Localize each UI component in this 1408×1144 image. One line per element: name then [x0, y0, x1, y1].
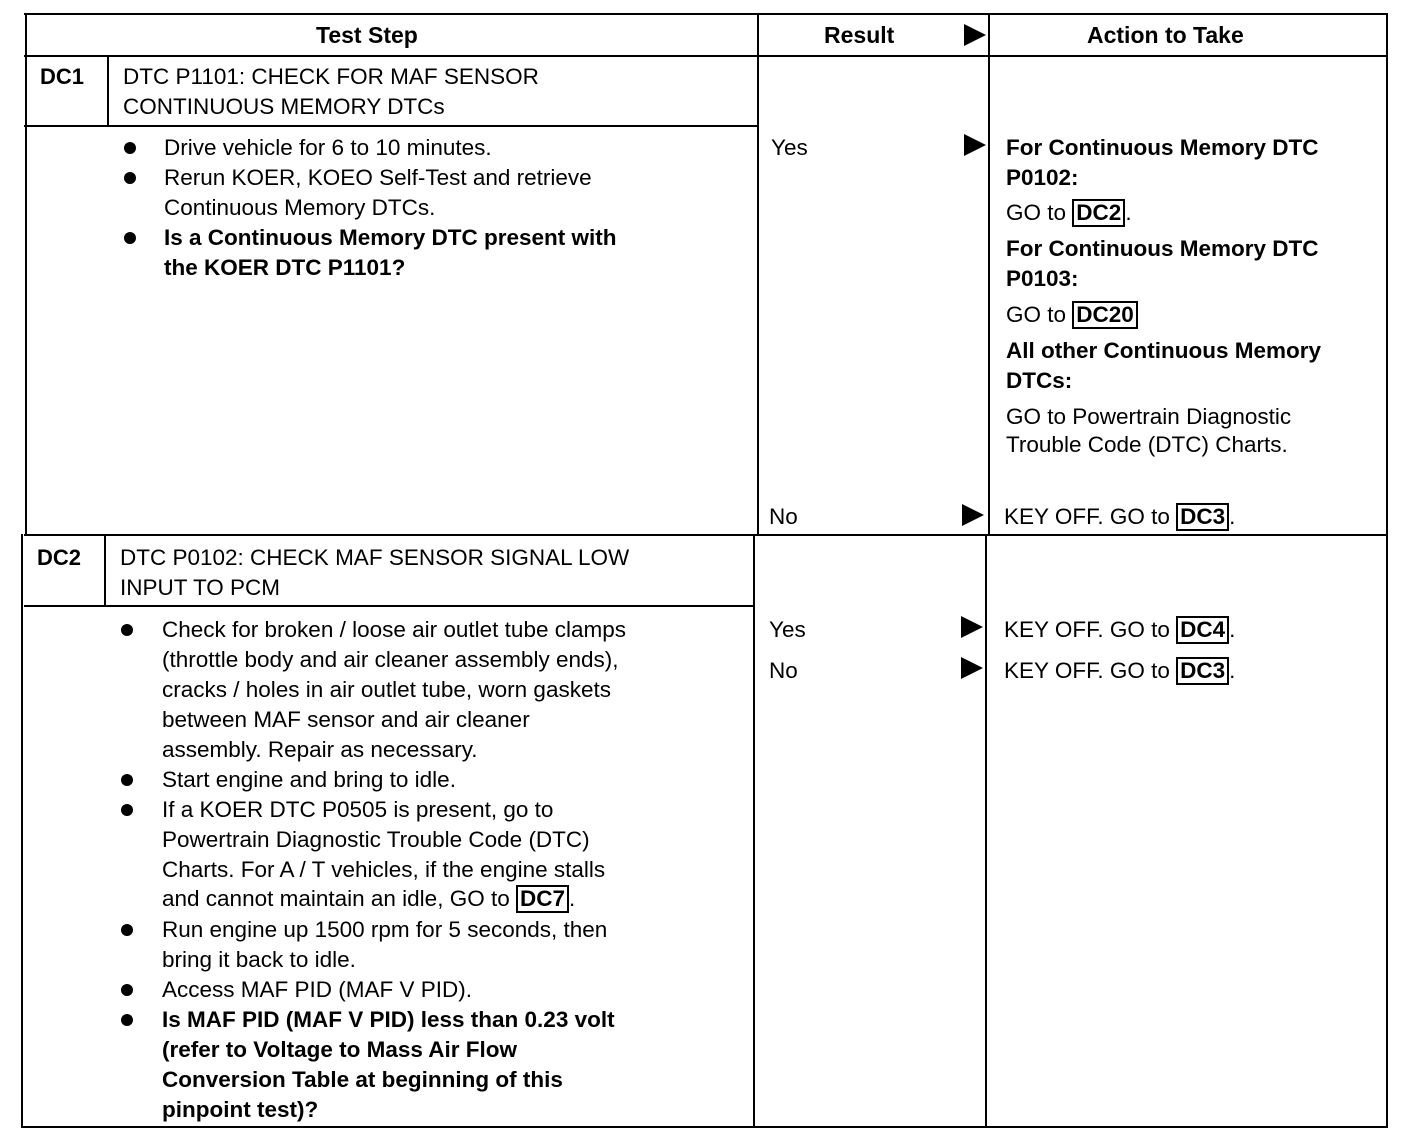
dc1-title-underline [24, 125, 757, 127]
dc2-code-divider [104, 534, 106, 606]
dc2-no-arrow-icon [961, 657, 983, 679]
bullet-icon [124, 142, 136, 154]
go-to-text: GO to [1006, 302, 1067, 327]
dc1-result-no: No [769, 504, 798, 529]
key-off-text: KEY OFF. GO to [1004, 504, 1170, 529]
dc2-step-1-line-5: assembly. Repair as necessary. [162, 737, 478, 762]
key-off-text: KEY OFF. GO to [1004, 658, 1170, 683]
bullet-icon [124, 232, 136, 244]
dc1-code-divider [107, 55, 109, 126]
dc2-result-no: No [769, 658, 798, 683]
dc1-yes-other-text-2: Trouble Code (DTC) Charts. [1006, 432, 1288, 457]
table-left-border [25, 13, 27, 535]
dc1-yes-other-heading-2: DTCs: [1006, 368, 1073, 393]
period: . [1229, 504, 1236, 529]
header-test-step: Test Step [316, 22, 418, 48]
dc2-step-6-line-3: Conversion Table at beginning of this [162, 1067, 563, 1092]
table-bottom-border [21, 1126, 1388, 1128]
dc2-code: DC2 [37, 545, 82, 570]
dc2-yes-arrow-icon [961, 616, 983, 638]
dc2-result-yes: Yes [769, 617, 806, 642]
bullet-icon [121, 1014, 133, 1026]
dc1-no-action [1004, 502, 1235, 532]
table-left-border-lower [21, 534, 23, 1128]
dc1-yes-arrow-icon [964, 134, 986, 156]
dc3-reference-link[interactable]: DC3 [1176, 657, 1229, 685]
test-step-right-border-lower [753, 534, 755, 1128]
dc2-step-3-line-4 [162, 884, 575, 914]
bullet-icon [121, 924, 133, 936]
dc2-title-line-1: DTC P0102: CHECK MAF SENSOR SIGNAL LOW [120, 545, 630, 570]
bullet-icon [124, 172, 136, 184]
header-bottom-border [24, 55, 1388, 57]
dc1-step-1: Drive vehicle for 6 to 10 minutes. [164, 135, 492, 160]
dc2-step-6-line-2: (refer to Voltage to Mass Air Flow [162, 1037, 518, 1062]
dc2-step-3-line-3: Charts. For A / T vehicles, if the engine stalls [162, 857, 606, 882]
dc2-step-1-line-4: between MAF sensor and air cleaner [162, 707, 530, 732]
dc3-reference-link[interactable]: DC3 [1176, 503, 1229, 531]
header-action: Action to Take [1087, 22, 1244, 48]
dc2-step-1-line-2: (throttle body and air cleaner assembly ends), [162, 647, 619, 672]
test-step-right-border [757, 13, 759, 535]
dc1-yes-p0102-heading-1: For Continuous Memory DTC [1006, 135, 1319, 160]
header-arrow-icon [964, 24, 986, 46]
dc2-step-1-line-1: Check for broken / loose air outlet tube clamps [162, 617, 626, 642]
go-to-text: GO to [1006, 200, 1067, 225]
period: . [1125, 200, 1132, 225]
dc1-yes-p0103-go [1006, 300, 1138, 330]
dc1-yes-other-heading-1: All other Continuous Memory [1006, 338, 1321, 363]
header-result: Result [824, 22, 895, 48]
dc2-title-line-2: INPUT TO PCM [120, 575, 281, 600]
dc2-step-4-line-2: bring it back to idle. [162, 947, 356, 972]
dc1-yes-p0102-go [1006, 198, 1132, 228]
bullet-icon [121, 984, 133, 996]
dc1-yes-p0102-heading-2: P0102: [1006, 165, 1079, 190]
key-off-text: KEY OFF. GO to [1004, 617, 1170, 642]
result-right-border [988, 13, 990, 535]
dc20-reference-link[interactable]: DC20 [1072, 301, 1138, 329]
dc7-reference-link[interactable]: DC7 [516, 885, 569, 913]
dc2-step-1-line-3: cracks / holes in air outlet tube, worn gaskets [162, 677, 611, 702]
dc1-yes-p0103-heading-1: For Continuous Memory DTC [1006, 236, 1319, 261]
dc2-reference-link[interactable]: DC2 [1072, 199, 1125, 227]
bullet-icon [121, 804, 133, 816]
dc1-no-arrow-icon [962, 504, 984, 526]
table-top-border [24, 13, 1388, 15]
dc1-step-3-line-1: Is a Continuous Memory DTC present with [164, 225, 617, 250]
bullet-icon [121, 624, 133, 636]
go-to-text: and cannot maintain an idle, GO to [162, 886, 510, 911]
dc2-step-6-line-4: pinpoint test)? [162, 1097, 319, 1122]
dc1-code: DC1 [40, 64, 85, 89]
dc1-step-3-line-2: the KOER DTC P1101? [164, 255, 406, 280]
table-right-border [1386, 13, 1388, 1128]
dc1-yes-p0103-heading-2: P0103: [1006, 266, 1079, 291]
dc2-step-4-line-1: Run engine up 1500 rpm for 5 seconds, then [162, 917, 608, 942]
dc2-title-underline [24, 605, 754, 607]
bullet-icon [121, 774, 133, 786]
dc1-bottom-border [24, 534, 1388, 536]
dc1-title-line-1: DTC P1101: CHECK FOR MAF SENSOR [123, 64, 539, 89]
period: . [569, 886, 576, 911]
dc1-step-2-line-1: Rerun KOER, KOEO Self-Test and retrieve [164, 165, 592, 190]
dc4-reference-link[interactable]: DC4 [1176, 616, 1229, 644]
dc1-title-line-2: CONTINUOUS MEMORY DTCs [123, 94, 445, 119]
period: . [1229, 617, 1236, 642]
dc1-step-2-line-2: Continuous Memory DTCs. [164, 195, 436, 220]
dc2-step-5: Access MAF PID (MAF V PID). [162, 977, 473, 1002]
dc1-yes-other-text-1: GO to Powertrain Diagnostic [1006, 404, 1292, 429]
result-right-border-lower [985, 534, 987, 1128]
dc2-step-3-line-1: If a KOER DTC P0505 is present, go to [162, 797, 554, 822]
dc2-step-2: Start engine and bring to idle. [162, 767, 456, 792]
dc2-step-6-line-1: Is MAF PID (MAF V PID) less than 0.23 volt [162, 1007, 615, 1032]
dc2-no-action [1004, 656, 1235, 686]
dc2-yes-action [1004, 615, 1235, 645]
dc2-step-3-line-2: Powertrain Diagnostic Trouble Code (DTC) [162, 827, 590, 852]
dc1-result-yes: Yes [771, 135, 808, 160]
period: . [1229, 658, 1236, 683]
